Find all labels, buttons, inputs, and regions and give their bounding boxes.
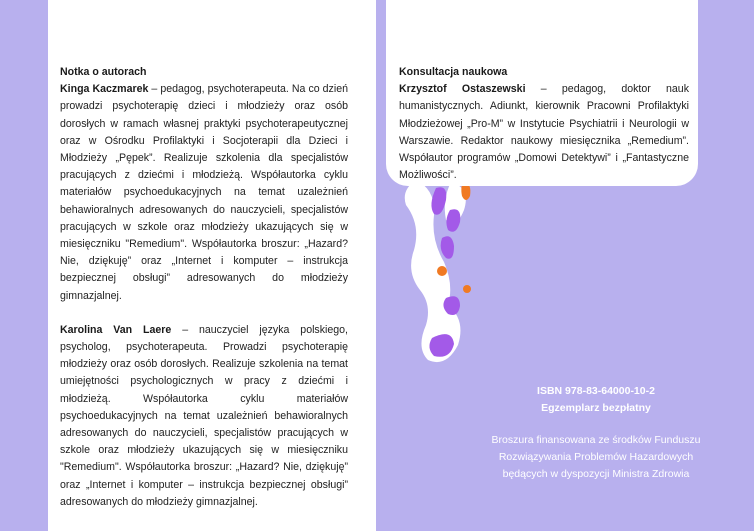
consultant-bio	[399, 81, 689, 184]
author-name-van-laere: Karolina Van Laere	[60, 323, 172, 336]
funding-line-2: Rozwiązywania Problemów Hazardowych	[498, 451, 694, 463]
author-bio-kaczmarek	[60, 81, 348, 305]
authors-section-title: Notka o autorach	[60, 66, 147, 78]
author-bio-van-laere	[60, 322, 348, 511]
consultant-text: – pedagog, doktor nauk humanistycznych. Adiunkt, kierownik Pracowni Profilaktyki Młodzieżowej „Pro-M” w Instytucie Psychiatrii i Neurologii w Warszawie. Redaktor naukowy miesięcznika „Remedium”. Współautor programów „Domowi Detektywi” i „Fantastyczne Możliwości”.	[399, 83, 689, 182]
funding-line-3: będących w dyspozycji Ministra Zdrowia	[502, 468, 690, 480]
author-text-van-laere: – nauczyciel języka polskiego, psycholog, psychoterapeuta. Prowadzi psychoterapię młodzieży oraz osób dorosłych. Realizuje szkolenia na temat umiejętności psychologicznych w pracy z dziećmi i młodzieżą. Współautorka cyklu materiałów psychoedukacyjnych na temat uzależnień behawioralnych adresowanych do nauczycieli, specjalistów pracujących w szkole oraz młodzieży ukazujących się w miesięczniku "Remedium". Współautorka broszur: „Hazard? Nie, dziękuję” oraz „Internet i komputer – instrukcja bezpiecznej obsługi” adresowanych do młodzieży gimnazjalnej.	[60, 323, 349, 508]
author-text-kaczmarek: – pedagog, psychoterapeuta. Na co dzień prowadzi psychoterapię dzieci i młodzieży oraz osób dorosłych w ramach własnej praktyki psychoterapeutycznej oraz w Ośrodku Profilaktyki i Socjoterapii dla Dzieci i Młodzieży „Pępek”. Realizuje szkolenia dla specjalistów pracujących z dziećmi i młodzieżą. Współautorka cyklu materiałów psychoedukacyjnych na temat uzależnień behawioralnych adresowanych do nauczycieli, specjalistów pracujących w szkole oraz młodzieży ukazujących się w miesięczniku "Remedium". Współautorka broszur: „Hazard? Nie, dziękuję” oraz „Internet i komputer – instrukcja bezpiecznej obsługi” adresowanych do młodzieży gimnazjalnej.	[60, 83, 348, 302]
authors-note	[60, 64, 348, 528]
orange-drop-1	[437, 266, 447, 276]
consultation-card	[386, 0, 698, 186]
consultation-section-title: Konsultacja naukowa	[399, 66, 508, 78]
consultant-name: Krzysztof Ostaszewski	[399, 83, 526, 96]
left-margin	[0, 0, 48, 531]
orange-drop-2	[463, 285, 471, 293]
purple-blob-3	[441, 236, 454, 259]
funding-line-1: Broszura finansowana ze środków Funduszu	[491, 434, 701, 446]
isbn-block	[466, 383, 726, 417]
funding-note	[456, 432, 736, 483]
author-name-kaczmarek: Kinga Kaczmarek	[60, 83, 149, 96]
right-page	[376, 0, 754, 531]
free-copy-label: Egzemplarz bezpłatny	[541, 402, 651, 414]
isbn-number: ISBN 978-83-64000-10-2	[537, 385, 655, 397]
left-page	[48, 0, 376, 531]
consultation-content	[399, 64, 689, 201]
